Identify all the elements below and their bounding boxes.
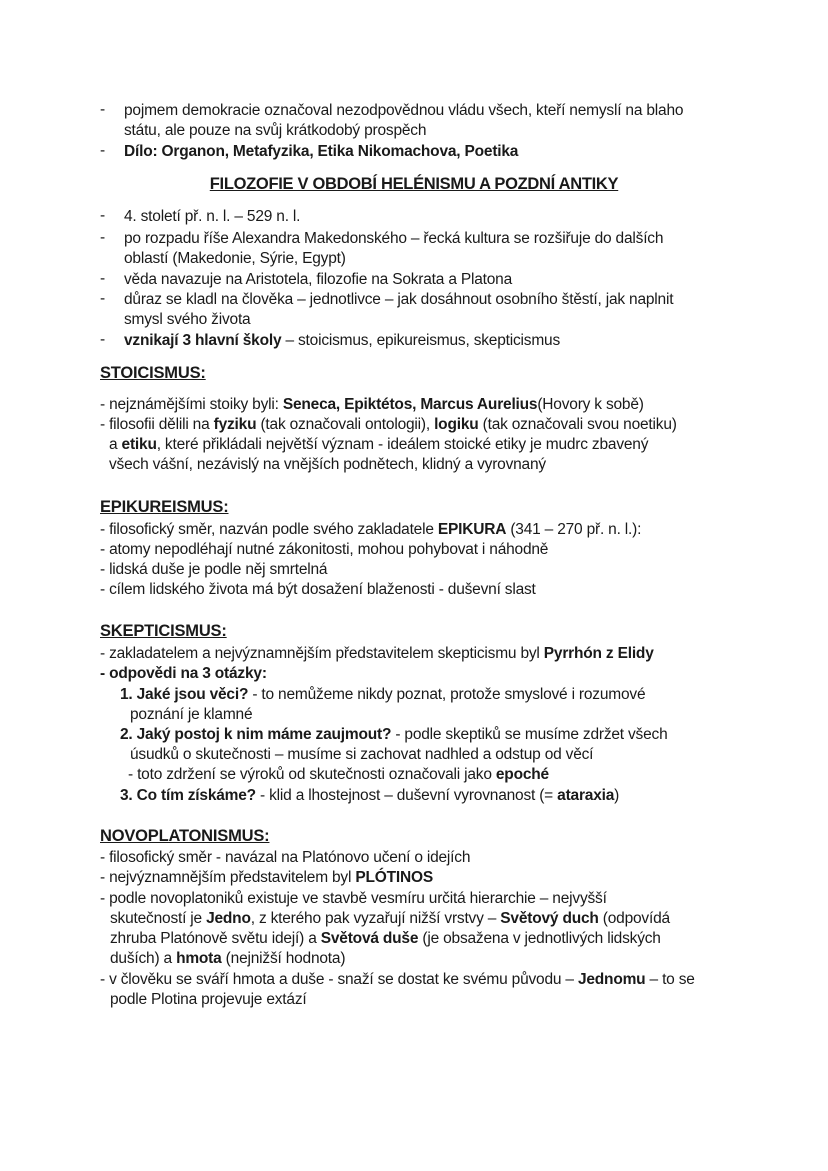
novoplatonismus-line: duších) a hmota (nejnižší hodnota)	[110, 950, 346, 967]
bullet-dash: -	[100, 142, 106, 159]
epikureismus-line: - cílem lidského života má být dosažení blaženosti - duševní slast	[100, 581, 536, 598]
question-2-cont: úsudků o skutečnosti – musíme si zachovat nadhled a odstup od věcí	[130, 746, 594, 763]
question-2: 2. Jaký postoj k nim máme zaujmout? - podle skeptiků se musíme zdržet všech	[120, 726, 668, 743]
section-heading-skepticismus: SKEPTICISMUS:	[100, 622, 227, 640]
epikureismus-line: - filosofický směr, nazván podle svého zakladatele EPIKURA (341 – 270 př. n. l.):	[100, 521, 642, 538]
skepticismus-line: - zakladatelem a nejvýznamnějším představitelem skepticismu byl Pyrrhón z Elidy	[100, 645, 654, 662]
stoicismus-line: všech vášní, nezávislý na vnějších podnětech, klidný a vyrovnaný	[109, 456, 546, 473]
novoplatonismus-line: - podle novoplatoniků existuje ve stavbě vesmíru určitá hierarchie – nejvyšší	[100, 890, 607, 907]
novoplatonismus-line: skutečností je Jedno, z kterého pak vyzařují nižší vrstvy – Světový duch (odpovídá	[110, 910, 670, 927]
hellenism-bullet-line: oblastí (Makedonie, Sýrie, Egypt)	[124, 250, 346, 267]
stoicismus-line: - nejznámějšími stoiky byli: Seneca, Epiktétos, Marcus Aurelius(Hovory k sobě)	[100, 396, 644, 413]
section-heading-epikureismus: EPIKUREISMUS:	[100, 498, 229, 516]
bullet-dash: -	[100, 270, 106, 287]
page-title: FILOZOFIE V OBDOBÍ HELÉNISMU A POZDNÍ ANTIKY	[209, 175, 619, 193]
question-2-note: - toto zdržení se výroků od skutečnosti označovali jako epoché	[128, 766, 549, 783]
skepticismus-line: - odpovědi na 3 otázky:	[100, 665, 267, 682]
epikureismus-line: - lidská duše je podle něj smrtelná	[100, 561, 328, 578]
hellenism-bullet-line: 4. století př. n. l. – 529 n. l.	[124, 208, 301, 225]
section-heading-stoicismus: STOICISMUS:	[100, 364, 206, 382]
hellenism-bullet-line: smysl svého života	[124, 311, 251, 328]
bullet-dash: -	[100, 101, 106, 118]
novoplatonismus-line: podle Plotina projevuje extází	[110, 991, 307, 1008]
section-heading-novoplatonismus: NOVOPLATONISMUS:	[100, 827, 270, 845]
intro-bullet-line: pojmem demokracie označoval nezodpovědnou vládu všech, kteří nemyslí na blaho	[124, 102, 684, 119]
stoicismus-line: a etiku, které přikládali největší význam - ideálem stoické etiky je mudrc zbavený	[109, 436, 649, 453]
bullet-dash: -	[100, 229, 106, 246]
intro-bullet-line: státu, ale pouze na svůj krátkodobý prospěch	[124, 122, 427, 139]
bullet-dash: -	[100, 331, 106, 348]
hellenism-bullet-line: po rozpadu říše Alexandra Makedonského – řecká kultura se rozšiřuje do dalších	[124, 230, 664, 247]
epikureismus-line: - atomy nepodléhají nutné zákonitosti, mohou pohybovat i náhodně	[100, 541, 549, 558]
novoplatonismus-line: - v člověku se sváří hmota a duše - snaží se dostat ke svému původu – Jednomu – to se	[100, 971, 695, 988]
hellenism-bullet-line: vznikají 3 hlavní školy – stoicismus, epikureismus, skepticismus	[124, 332, 561, 349]
novoplatonismus-line: - nejvýznamnějším představitelem byl PLÓTINOS	[100, 869, 433, 886]
question-3: 3. Co tím získáme? - klid a lhostejnost – duševní vyrovnanost (= ataraxia)	[120, 787, 620, 804]
bullet-dash: -	[100, 290, 106, 307]
bullet-dash: -	[100, 207, 106, 224]
question-1: 1. Jaké jsou věci? - to nemůžeme nikdy poznat, protože smyslové i rozumové	[120, 686, 646, 703]
novoplatonismus-line: - filosofický směr - navázal na Platónovo učení o idejích	[100, 849, 471, 866]
hellenism-bullet-line: věda navazuje na Aristotela, filozofie na Sokrata a Platona	[124, 271, 513, 288]
bold-term: vznikají 3 hlavní školy	[124, 332, 282, 349]
works-list: Dílo: Organon, Metafyzika, Etika Nikomachova, Poetika	[124, 143, 519, 160]
question-1-cont: poznání je klamné	[130, 706, 253, 723]
stoicismus-line: - filosofii dělili na fyziku (tak označovali ontologii), logiku (tak označovali svou noetiku)	[100, 416, 677, 433]
novoplatonismus-line: zhruba Platónově světu idejí) a Světová duše (je obsažena v jednotlivých lidských	[110, 930, 661, 947]
hellenism-bullet-line: důraz se kladl na člověka – jednotlivce – jak dosáhnout osobního štěstí, jak naplnit	[124, 291, 674, 308]
